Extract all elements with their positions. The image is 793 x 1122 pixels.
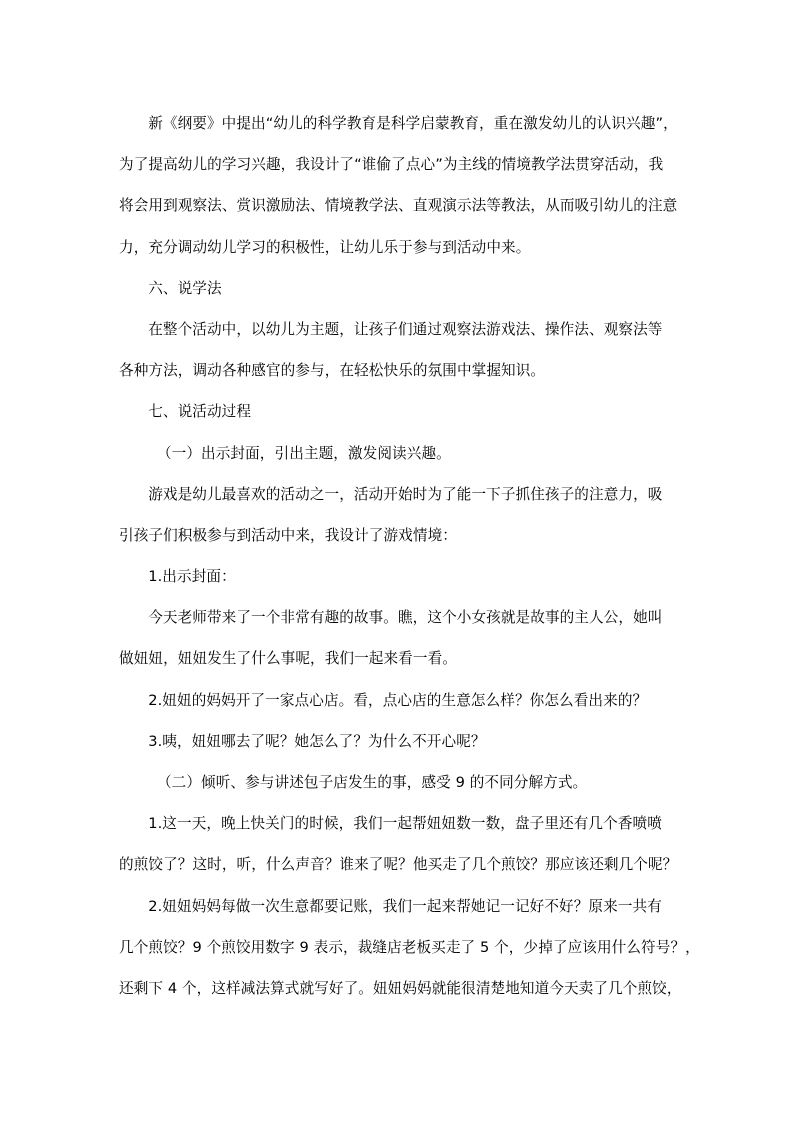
- text-line: （一）出示封面，引出主题，激发阅读兴趣。: [156, 444, 451, 462]
- paragraph-p7: [119, 721, 676, 762]
- text-line: 在整个活动中，以幼儿为主题，让孩子们通过观察法游戏法、操作法、观察法等: [148, 320, 663, 338]
- paragraph-p8: [119, 803, 676, 885]
- paragraph-p9: [119, 886, 700, 1010]
- paragraph-p1: [119, 103, 676, 268]
- text-line: 还剩下 4 个，这样减法算式就写好了。妞妞妈妈就能很清楚地知道今天卖了几个煎饺，: [119, 979, 682, 997]
- text-line: 3.咦，妞妞哪去了呢？她怎么了？为什么不开心呢？: [148, 732, 486, 750]
- subsection-heading-s1: [119, 433, 676, 474]
- paragraph-p6: [119, 680, 676, 721]
- text-line: 各种方法，调动各种感官的参与，在轻松快乐的氛围中掌握知识。: [119, 362, 546, 380]
- text-line: 2.妞妞妈妈每做一次生意都要记账，我们一起来帮她记一记好不好？原来一共有: [148, 897, 662, 915]
- document-body: [119, 103, 700, 1009]
- text-line: 将会用到观察法、赏识激励法、情境教学法、直观演示法等教法，从而吸引幼儿的注意: [119, 197, 678, 215]
- text-line: 2.妞妞的妈妈开了一家点心店。看，点心店的生意怎么样？你怎么看出来的？: [148, 691, 648, 709]
- paragraph-p5: [119, 597, 676, 679]
- text-line: 七、说活动过程: [148, 403, 252, 421]
- text-line: 新《纲要》中提出“幼儿的科学教育是科学启蒙教育，重在激发幼儿的认识兴趣”，: [148, 115, 678, 132]
- text-line: 1.这一天，晚上快关门的时候，我们一起帮妞妞数一数，盘子里还有几个香喷喷: [148, 815, 662, 833]
- paragraph-p3: [119, 474, 676, 556]
- text-line: 做妞妞，妞妞发生了什么事呢，我们一起来看一看。: [119, 650, 457, 668]
- text-line: 六、说学法: [148, 279, 222, 297]
- subsection-heading-s2: [119, 762, 676, 803]
- text-line: 今天老师带来了一个非常有趣的故事。瞧，这个小女孩就是故事的主人公，她叫: [148, 609, 663, 627]
- text-line: （二）倾听、参与讲述包子店发生的事，感受 9 的不同分解方式。: [156, 774, 588, 791]
- text-line: 几个煎饺？9 个煎饺用数字 9 表示，裁缝店老板买走了 5 个，少掉了应该用什么符号？，: [119, 938, 700, 956]
- text-line: 为了提高幼儿的学习兴趣，我设计了“谁偷了点心”为主线的情境教学法贯穿活动，我: [119, 156, 664, 174]
- text-line: 引孩子们积极参与到活动中来，我设计了游戏情境：: [119, 526, 457, 544]
- text-line: 游戏是幼儿最喜欢的活动之一，活动开始时为了能一下子抓住孩子的注意力，吸: [148, 485, 663, 503]
- text-line: 的煎饺了？这时，听，什么声音？谁来了呢？他买走了几个煎饺？那应该还剩几个呢？: [119, 856, 678, 874]
- text-line: 1.出示封面：: [148, 568, 236, 586]
- section-heading-h7: [119, 391, 676, 432]
- section-heading-h6: [119, 268, 676, 309]
- paragraph-p2: [119, 309, 676, 391]
- paragraph-p4: [119, 556, 676, 597]
- text-line: 力，充分调动幼儿学习的积极性，让幼儿乐于参与到活动中来。: [119, 238, 531, 256]
